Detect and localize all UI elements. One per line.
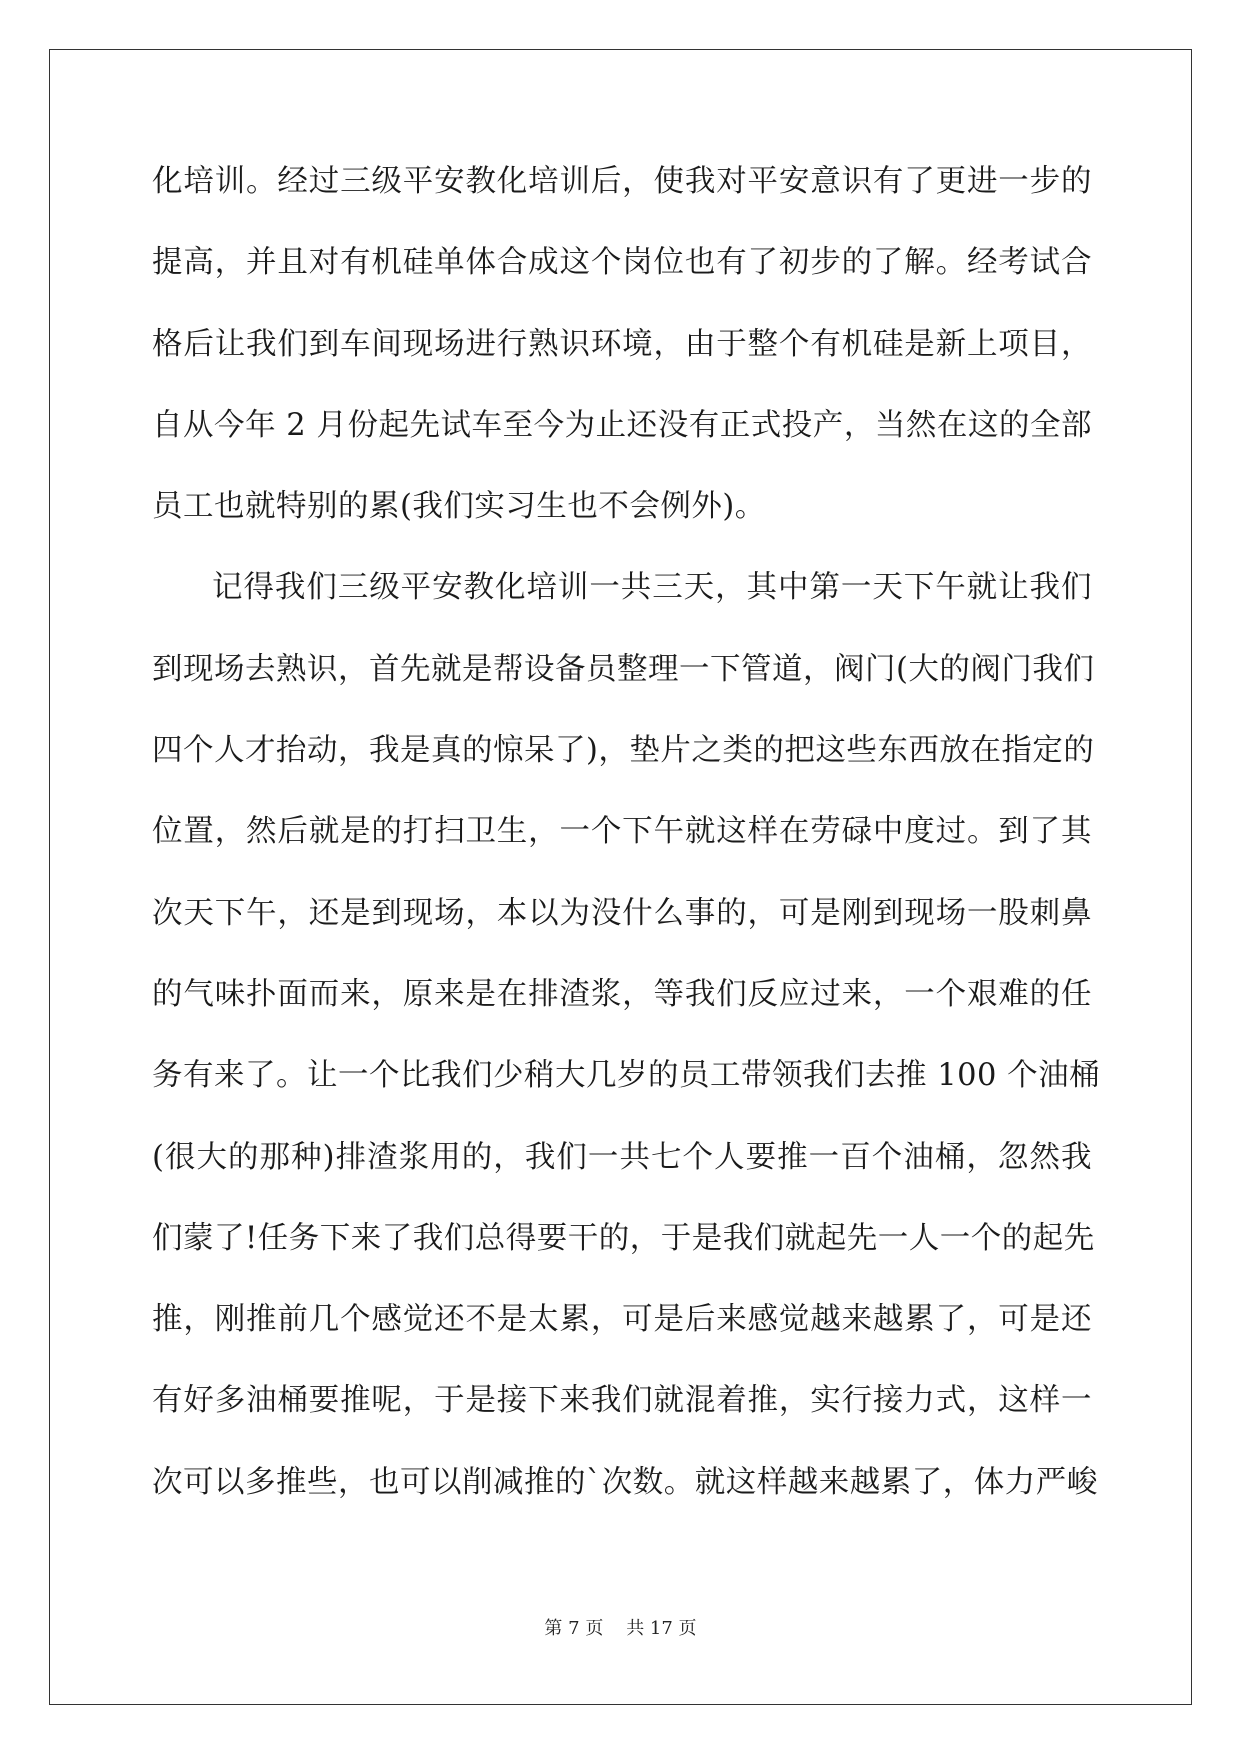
paragraph-1-line: 化培训。经过三级平安教化培训后，使我对平安意识有了更进一步的 (152, 164, 1092, 199)
paragraph-2-line: 位置，然后就是的打扫卫生，一个下午就这样在劳碌中度过。到了其 (152, 814, 1092, 850)
paragraph-2-line: 四个人才抬动，我是真的惊呆了)，垫片之类的把这些东西放在指定的 (152, 733, 1095, 769)
paragraph-2-line: 到现场去熟识，首先就是帮设备员整理一下管道，阀门(大的阀门我们 (152, 651, 1095, 687)
paragraph-1-line: 格后让我们到车间现场进行熟识环境，由于整个有机硅是新上项目， (152, 326, 1092, 362)
paragraph-2-line: 记得我们三级平安教化培训一共三天，其中第一天下午就让我们 (212, 570, 1092, 606)
paragraph-2-line: 务有来了。让一个比我们少稍大几岁的员工带领我们去推 100 个油桶 (152, 1058, 1101, 1094)
paragraph-2-line: 次天下午，还是到现场，本以为没什么事的，可是刚到现场一股刺鼻 (152, 895, 1092, 931)
paragraph-2-line: 推，刚推前几个感觉还不是太累，可是后来感觉越来越累了，可是还 (152, 1302, 1092, 1338)
paragraph-2-line: 次可以多推些，也可以削减推的`次数。就这样越来越累了，体力严峻 (152, 1464, 1098, 1500)
paragraph-1-line: 提高，并且对有机硅单体合成这个岗位也有了初步的了解。经考试合 (152, 245, 1092, 281)
paragraph-1-line: 自从今年 2 月份起先试车至今为止还没有正式投产，当然在这的全部 (152, 407, 1092, 443)
document-body (152, 150, 1101, 1532)
paragraph-1-line: 员工也就特别的累(我们实习生也不会例外)。 (152, 489, 766, 525)
paragraph-2-line: 的气味扑面而来，原来是在排渣浆，等我们反应过来，一个艰难的任 (152, 976, 1092, 1012)
paragraph-2-line: 有好多油桶要推呢，于是接下来我们就混着推，实行接力式，这样一 (152, 1383, 1092, 1419)
paragraph-2-line: 们蒙了!任务下来了我们总得要干的，于是我们就起先一人一个的起先 (152, 1220, 1095, 1256)
page-footer (0, 1614, 1241, 1640)
page-number-label: 第 7 页 共 17 页 (544, 1618, 697, 1639)
paragraph-2-line: (很大的那种)排渣浆用的，我们一共七个人要推一百个油桶，忽然我 (152, 1139, 1092, 1175)
